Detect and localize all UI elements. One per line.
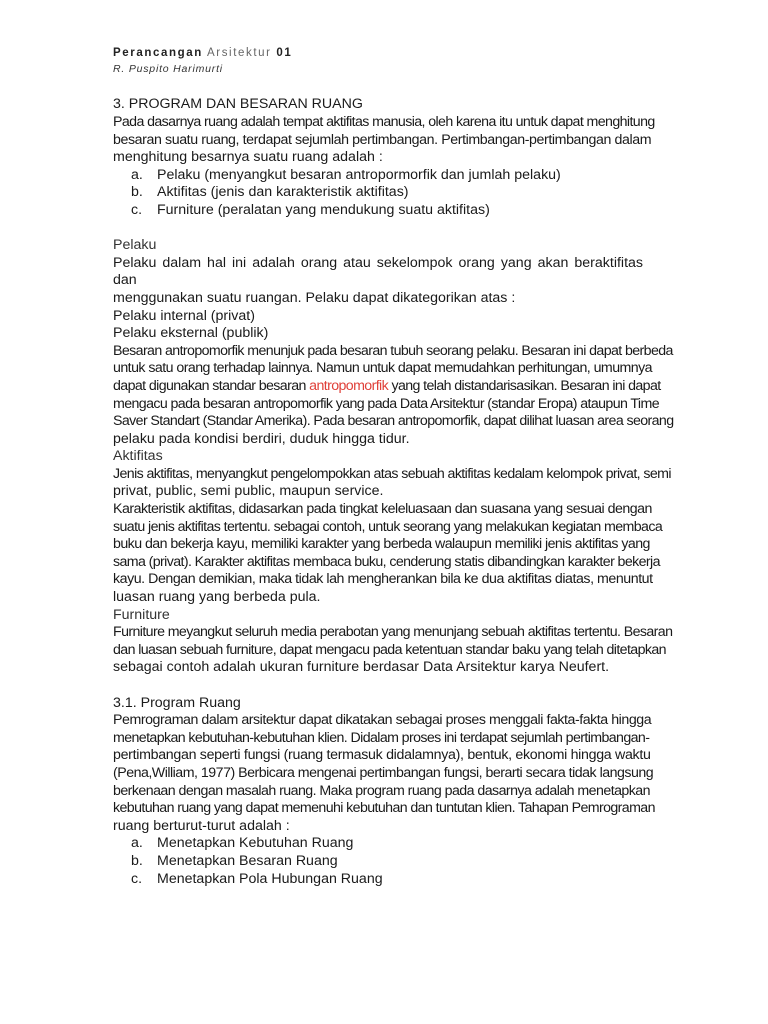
list-marker: b.	[131, 184, 143, 201]
paragraph-line: mengacu pada besaran antropomorfik yang pada Data Arsitektur (standar Eropa) ataupun Time	[113, 395, 659, 412]
paragraph-line: pelaku pada kondisi berdiri, duduk hingga tidur.	[113, 430, 410, 447]
program-ruang-list	[113, 835, 643, 888]
list-item-text: Menetapkan Pola Hubungan Ruang	[157, 870, 383, 887]
list-item-text: Menetapkan Besaran Ruang	[157, 852, 338, 869]
paragraph-line: privat, public, semi public, maupun service.	[113, 483, 384, 500]
paragraph-line: menetapkan kebutuhan-kebutuhan klien. Didalam proses ini terdapat sejumlah pertimbangan-	[113, 729, 650, 746]
program-ruang-heading: 3.1. Program Ruang	[113, 694, 241, 711]
aktifitas-heading: Aktifitas	[113, 448, 163, 465]
paragraph-line: pertimbangan seperti fungsi (ruang termasuk didalamnya), bentuk, ekonomi hingga waktu	[113, 747, 651, 764]
paragraph-line: Karakteristik aktifitas, didasarkan pada tingkat keleluasaan dan suasana yang sesuai dengan	[113, 501, 652, 518]
paragraph-line: suatu jenis aktifitas tertentu. sebagai contoh, untuk seorang yang melakukan kegiatan membaca	[113, 518, 663, 535]
intro-list	[113, 167, 643, 220]
section-title: 3. PROGRAM DAN BESARAN RUANG	[113, 96, 363, 112]
document-body	[113, 94, 674, 888]
paragraph-line: (Pena,William, 1977) Berbicara mengenai pertimbangan fungsi, berarti secara tidak langsung	[113, 764, 654, 781]
paragraph-line: untuk satu orang terhadap lainnya. Namun untuk dapat memudahkan perhitungan, umumnya	[113, 360, 653, 377]
paragraph-line: Saver Standart (Standar Amerika). Pada besaran antropomorfik, dapat dilihat luasan area seorang	[113, 413, 674, 430]
paragraph-line: sebagai contoh adalah ukuran furniture berdasar Data Arsitektur karya Neufert.	[113, 659, 610, 676]
paragraph-line: ruang berturut-turut adalah :	[113, 817, 290, 834]
course-title-light: Arsitektur	[207, 47, 272, 59]
intro-line: Pada dasarnya ruang adalah tempat aktifitas manusia, oleh karena itu untuk dapat menghitung	[113, 114, 655, 130]
paragraph-line: dan luasan sebuah furniture, dapat mengacu pada ketentuan standar baku yang telah ditetapkan	[113, 641, 666, 658]
list-marker: a.	[131, 166, 143, 183]
list-marker: a.	[131, 835, 143, 852]
list-item	[113, 835, 643, 853]
course-number: 01	[276, 47, 293, 59]
paragraph-line: Pelaku dalam hal ini adalah orang atau sekelompok orang yang akan beraktifitas dan	[113, 254, 643, 289]
pelaku-category: Pelaku eksternal (publik)	[113, 325, 269, 342]
paragraph-line: kayu. Dengan demikian, maka tidak lah mengherankan bila ke dua aktifitas diatas, menuntut	[113, 571, 653, 588]
paragraph-line: sama (privat). Karakter aktifitas membaca buku, cenderung statis dibandingkan karakter bekerja	[113, 553, 660, 570]
author-name: R. Puspito Harimurti	[113, 63, 223, 75]
paragraph-line: luasan ruang yang berbeda pula.	[113, 589, 321, 606]
paragraph-line: Furniture meyangkut seluruh media perabotan yang menunjang sebuah aktifitas tertentu. Besaran	[113, 624, 673, 641]
intro-line: besaran suatu ruang, terdapat sejumlah pertimbangan. Pertimbangan-pertimbangan dalam	[113, 131, 652, 148]
course-title	[113, 44, 292, 62]
list-item	[113, 853, 643, 871]
paragraph-line: berkenaan dengan masalah ruang. Maka program ruang pada dasarnya adalah menetapkan	[113, 782, 650, 799]
list-item-text: Menetapkan Kebutuhan Ruang	[157, 835, 354, 852]
paragraph-line: Besaran antropomorfik menunjuk pada besaran tubuh seorang pelaku. Besaran ini dapat berbeda	[113, 342, 673, 359]
document-header	[113, 44, 292, 76]
pelaku-heading: Pelaku	[113, 237, 157, 254]
list-marker: b.	[131, 852, 143, 869]
list-item-text: Aktifitas (jenis dan karakteristik aktifitas)	[157, 184, 409, 201]
paragraph-line: Jenis aktifitas, menyangkut pengelompokkan atas sebuah aktifitas kedalam kelompok privat, semi	[113, 465, 671, 482]
text-span: dapat digunakan standar besaran	[113, 377, 310, 394]
list-item	[113, 871, 643, 889]
paragraph-line: kebutuhan ruang yang dapat memenuhi kebutuhan dan tuntutan klien. Tahapan Pemrograman	[113, 800, 655, 817]
furniture-heading: Furniture	[113, 606, 170, 623]
course-title-bold: Perancangan	[113, 47, 203, 59]
list-item-text: Furniture (peralatan yang mendukung suatu aktifitas)	[157, 201, 490, 218]
list-marker: c.	[131, 201, 143, 218]
list-item-text: Pelaku (menyangkut besaran antropormorfik dan jumlah pelaku)	[157, 166, 561, 183]
intro-line: menghitung besarnya suatu ruang adalah :	[113, 149, 383, 166]
list-item	[113, 184, 643, 202]
list-item	[113, 167, 643, 185]
text-span: yang telah distandarisasikan. Besaran ini dapat	[388, 377, 661, 394]
paragraph-line	[113, 377, 661, 396]
paragraph-line: Pemrograman dalam arsitektur dapat dikatakan sebagai proses menggali fakta-fakta hingga	[113, 712, 652, 729]
paragraph-line: menggunakan suatu ruangan. Pelaku dapat dikategorikan atas :	[113, 289, 516, 306]
list-item	[113, 202, 643, 220]
list-marker: c.	[131, 870, 143, 887]
highlighted-term: antropomorfik	[309, 377, 389, 394]
paragraph-line: buku dan bekerja kayu, memiliki karakter yang berbeda walaupun memiliki jenis aktifitas yang	[113, 536, 650, 553]
pelaku-category: Pelaku internal (privat)	[113, 307, 255, 324]
